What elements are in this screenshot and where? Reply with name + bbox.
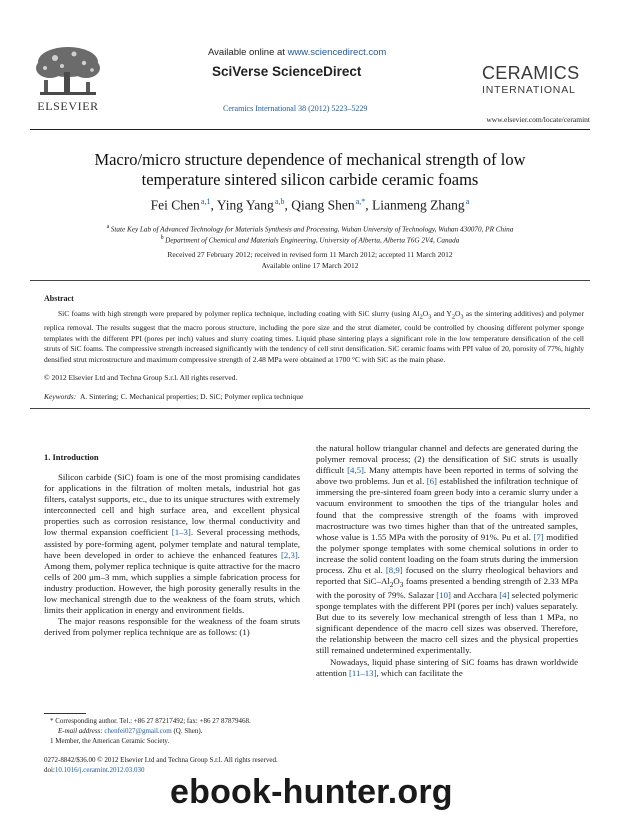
article-title [40,150,580,190]
paragraph [316,657,578,679]
abstract-heading: Abstract [44,294,74,303]
text-run: , which can facilitate the [376,667,463,678]
journal-homepage[interactable]: www.elsevier.com/locate/ceramint [486,115,590,124]
journal-logo-line1: CERAMICS [482,63,580,83]
text-run: established the infiltration technique of immersing the pre-sintered foam green body into a ceramic slurry under a vacuum environment to smoothen the tips of the triangular holes and found that the compressive strength of the foams with improved macrostructure was two times higher than that of the untreated samples, whose value is 1.55 MPa with the porosity of 91%. Pu et al. [316,476,579,542]
doi-prefix: doi: [44,766,55,774]
elsevier-tree-logo [30,44,106,98]
author-name: Lianmeng Zhang [372,197,465,213]
citation-link[interactable]: [10] [436,589,451,600]
citation-link[interactable]: [8,9] [385,565,403,576]
email-note [58,727,202,735]
affiliation-a [40,224,580,233]
author-name: Ying Yang [216,197,274,213]
available-online-line [208,47,386,58]
abstract-part: as the sintering additives) and polymer replica removal. The results suggest that the macro porous structure, including the pore size and the strut diameter, could be controlled by choosing different polymer sponge templates with the different PPI (pores per inch) values and slurry coating times. Liquid phase sintering plays a significant role in the low temperature densification of the cell struts of SiC foams. The compressive strength increased significantly with the tendency of cell strut densification. SiC ceramic foams with PPI value of 20, porosity of 77%, highly densified strut microstructure and maximum compressive strength of 2.48 MPa were obtained at 1700 °C with SiC as the main phase. [44,309,585,364]
publisher-logo-text: ELSEVIER [37,99,99,113]
keywords-list: A. Sintering; C. Mechanical properties; D. SiC; Polymer replica technique [79,392,304,401]
citation-link[interactable]: [4] [499,589,510,600]
copyright-notice: © 2012 Elsevier Ltd and Techna Group S.r.l. All rights reserved. [44,373,238,382]
keywords [44,392,303,401]
affiliation-a-marker: a [106,224,110,230]
corresponding-author-note: * Corresponding author. Tel.: +86 27 87217492; fax: +86 27 87879468. [50,717,251,725]
left-column [44,472,300,638]
affiliation-b-marker: b [160,235,164,241]
author-name: Fei Chen [150,197,200,213]
text-run: modified the polymer sponge templates with some chemical solutions in order to increase the solid content loading on the foam struts during the immersion process. Zhu et al. [316,531,579,576]
author-sup[interactable]: a,* [355,197,366,206]
formula-y2o3: Y [446,309,452,318]
author-name: Qiang Shen [291,197,355,213]
title-line-2: temperature sintered silicon carbide ceramic foams [141,170,479,189]
citation-link[interactable]: [11–13] [348,667,377,678]
affiliation-a-text: State Key Lab of Advanced Technology for Materials Synthesis and Processing, Wuhan University of Technology, Wuhan 430070, PR China [110,225,514,234]
citation-link[interactable]: [7] [533,531,544,542]
email-label: E-mail address: [58,727,103,735]
citation-link[interactable]: [6] [426,476,437,487]
author-list: Fei Chen $^{a,1}$, Ying Yang $^{a,b}$, Qiang Shen $^{a,*}$, Lianmeng Zhang $^a$ [150,197,470,213]
text-run: Nowadays, liquid phase sintering of SiC foams has drawn worldwide attention [316,656,578,678]
paragraph [44,472,300,616]
watermark: ebook-hunter.org [170,773,453,811]
text-run: . Several processing methods, assisted by pore-forming agent, polymer template and natural template, have been developed in order to achieve the enhanced features [44,527,300,560]
text-run: focused on the slurry rheological behaviors and reported that SiC–Al [316,565,579,587]
abstract-divider [30,408,590,409]
sciencedirect-link[interactable]: www.sciencedirect.com [287,47,387,58]
journal-reference-link[interactable]: Ceramics International 38 (2012) 5223–5229 [223,104,368,113]
affiliation-b [40,235,580,244]
received-dates: Received 27 February 2012; received in revised form 11 March 2012; accepted 11 March 2012 [167,250,453,259]
citation-link[interactable]: [2,3] [280,549,298,560]
title-divider [30,280,590,281]
issn-line: 0272-8842/$36.00 © 2012 Elsevier Ltd and Techna Group S.r.l. All rights reserved. [44,756,278,764]
formula-al2o3: Al [412,309,420,318]
abstract-part: SiC foams with high strength were prepared by polymer replica technique, including coating with SiC slurry (using [58,309,411,318]
online-date: Available online 17 March 2012 [261,261,359,270]
text-run: Silicon carbide (SiC) foam is one of the most promising candidates for applications in the filtration of molten metals, industrial hot gas filters, catalyst supports, etc., due to its unique structures with extremely interconnected cell and high surface area, and excellent physical properties such as corrosion resistance, low thermal conductivity and low thermal expansion coefficient [44,472,300,538]
author-sup[interactable]: a,b [274,197,285,206]
paragraph: the natural hollow triangular channel and defects are generated during the polymer removal process; (2) the densification of SiC struts is usually difficult [4,5]. Many attempts have been reported in terms of solving the above two problems. Jun et al. [6] established the infiltration technique of immersing the pre-sintered foam green body into a ceramic slurry under a vacuum environment to smoothen the tips of the triangular holes and found that the compressive strength of the foams with improved macrostructure was two times higher than that of the untreated samples, whose value is 1.55 MPa with the porosity of 91%. Pu et al. [7] modified the polymer sponge templates with some chemical solutions in order to increase the solid content loading on the foam struts during the immersion process. Zhu et al. [8,9] focused on the slurry rheological behaviors and reported that SiC–$Al_2O_3$ foams presented a bending strength of 2.33 MPa with the porosity of 79%. Salazar [10] and Acchara [4] selected polymeric sponge templates with the different PPI (pores per inch) values separately. But due to its severely low mechanical strength of less than 1 MPa, no significant dependence of the macro cell sizes was observed. Therefore, the relationship between the macro cell sizes and the physical properties still remained undetermined experimentally. [316,443,579,656]
text-run: selected polymeric sponge templates with the different PPI (pores per inch) values separately. But due to its severely low mechanical strength of less than 1 MPa, no significant dependence of the macro cell sizes was observed. Therefore, the relationship between the macro cell sizes and the physical properties still remained undetermined experimentally. [316,589,579,656]
affiliation-b-text: Department of Chemical and Materials Engineering, University of Alberta, Alberta T6G 2V4, Canada [165,236,460,245]
abstract-and: and [433,309,445,318]
journal-logo-line2: INTERNATIONAL [482,84,576,96]
email-link[interactable]: chenfei027@gmail.com [104,727,172,735]
text-run: the natural hollow triangular channel and defects are generated during the polymer removal process; (2) the densification of SiC struts is usually difficult [316,443,578,476]
keywords-label: Keywords: [44,392,77,401]
header-divider [30,129,590,130]
right-column [316,443,578,679]
text-run: . Among them, polymer replica technique is quite attractive for the macro cells of 200 μm–3 mm, which supplies a simple fabrication process for industry production. However, the high porosity generally results in the low mechanical strength due to the weakness of the foam struts, which limits their application in energy and environment fields. [44,549,300,616]
paragraph: The major reasons responsible for the weakness of the foam struts derived from polymer replica technique are as follows: (1) [44,616,300,638]
author-sup[interactable]: a [465,197,470,206]
text-run: and Acchara [453,589,497,600]
available-prefix: Available online at [208,47,288,58]
citation-link[interactable]: [1–3] [171,527,191,538]
text-run: . Many attempts have been reported in terms of solving the above two problems. Jun et al. [316,465,579,487]
text-run: foams presented a bending strength of 2.33 MPa with the porosity of 79%. Salazar [316,576,579,600]
section-heading: 1. Introduction [44,452,99,462]
author-sup[interactable]: a,1 [200,197,211,206]
email-suffix: (Q. Shen). [173,727,203,735]
abstract-text: SiC foams with high strength were prepared by polymer replica technique, including coating with SiC slurry (using $Al_2O_3$ and $Y_2O_3$ as the sintering additives) and polymer replica removal. The results suggest that the macro porous structure, including the pore size and the strut diameter, could be controlled by choosing different polymer sponge templates with the different PPI (pores per inch) values and slurry coating times. Liquid phase sintering plays a significant role in the low temperature densification of the cell struts of SiC foams. The compressive strength increased significantly with the tendency of cell strut densification. SiC ceramic foams with PPI value of 20, porosity of 77%, highly densified strut microstructure and maximum compressive strength of 2.48 MPa were obtained at 1700 °C with SiC as the main phase. [44,309,585,364]
footnote-divider [44,713,86,714]
membership-note: 1 Member, the American Ceramic Society. [50,737,170,745]
doi-link[interactable]: 10.1016/j.ceramint.2012.03.030 [54,766,145,774]
citation-link[interactable]: [4,5] [347,465,364,476]
title-line-1: Macro/micro structure dependence of mechanical strength of low [94,150,526,169]
platform-name: SciVerse ScienceDirect [212,64,362,79]
doi-line [44,766,145,774]
